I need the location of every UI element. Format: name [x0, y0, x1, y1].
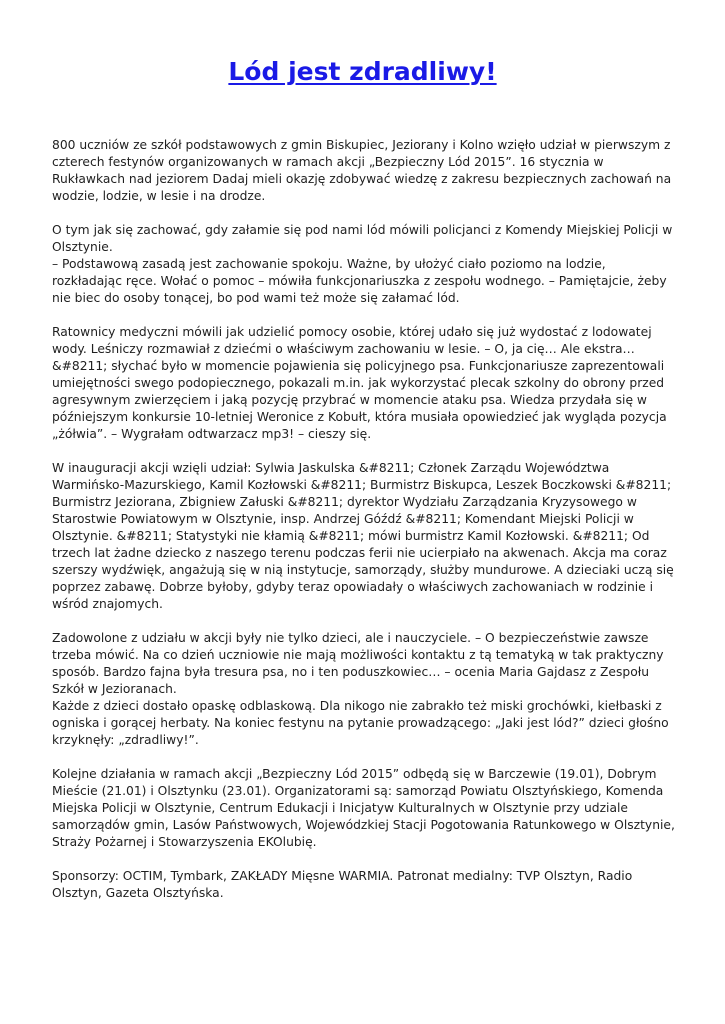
paragraph-next-events: Kolejne działania w ramach akcji „Bezpieczny Lód 2015” odbędą się w Barczewie (19.01), Dobrym Mieście (21.01) i Olsztynku (23.01). Organizatorami są: samorząd Powiatu Olsztyńskiego, Komenda Miejska Policji w Olsztynie, Centrum Edukacji i Inicjatyw Kulturalnych w Olsztynie przy udziale samorządów gmin, Lasów Państwowych, Wojewódzkiej Stacji Pogotowania Ratunkowego w Olsztynie, Straży Pożarnej i Stowarzyszenia EKOlubię. [52, 767, 675, 849]
article-title [0, 55, 725, 89]
paragraph-rescuers: Ratownicy medyczni mówili jak udzielić pomocy osobie, której udało się już wydostać z lodowatej wody. Leśniczy rozmawiał z dziećmi o właściwym zachowaniu w lesie. – O, ja cię… Ale ekstra… &#8211; słychać było w momencie pojawienia się policyjnego psa. Funkcjonariusze zaprezentowali umiejętności swego podopiecznego, pokazali m.in. jak wykorzystać plecak szkolny do obrony przed agresywnym zwierzęciem i jaką pozycję przybrać w momencie ataku psa. Wiedza przydała się w późniejszym konkursie 10-letniej Weronice z Kobułt, która musiała opowiedzieć jak wygląda pozycja „żółwia”. – Wygrałam odtwarzacz mp3! – cieszy się. [52, 325, 667, 441]
article-body [52, 137, 676, 919]
article-title-link[interactable]: Lód jest zdradliwy! [228, 57, 497, 86]
paragraph-intro: 800 uczniów ze szkół podstawowych z gmin Biskupiec, Jeziorany i Kolno wzięło udział w pierwszym z czterech festynów organizowanych w ramach akcji „Bezpieczny Lód 2015”. 16 stycznia w Rukławkach nad jeziorem Dadaj mieli okazję zdobywać wiedzę z zakresu bezpiecznych zachowań na wodzie, lodzie, w lesie i na drodze. [52, 138, 672, 203]
paragraph-sponsors: Sponsorzy: OCTIM, Tymbark, ZAKŁADY Mięsne WARMIA. Patronat medialny: TVP Olsztyn, Radio Olsztyn, Gazeta Olsztyńska. [52, 869, 633, 900]
paragraph-inauguration: W inauguracji akcji wzięli udział: Sylwia Jaskulska &#8211; Członek Zarządu Województwa Warmińsko-Mazurskiego, Kamil Kozłowski &#8211; Burmistrz Biskupca, Leszek Boczkowski &#8211; Burmistrz Jeziorana, Zbigniew Załuski &#8211; dyrektor Wydziału Zarządzania Kryzysowego w Starostwie Powiatowym w Olsztynie, insp. Andrzej Góźdź &#8211; Komendant Miejski Policji w Olsztynie. &#8211; Statystyki nie kłamią &#8211; mówi burmistrz Kamil Kozłowski. &#8211; Od trzech lat żadne dziecko z naszego terenu podczas ferii nie ucierpiało na akwenach. Akcja ma coraz szerszy wydźwięk, angażują się w nią instytucje, samorządy, służby mundurowe. A dzieciaki uczą się poprzez zabawę. Dobrze byłoby, gdyby teraz opowiadały o właściwych zachowaniach w rodzinie i wśród znajomych. [52, 461, 674, 611]
paragraph-police: O tym jak się zachować, gdy załamie się pod nami lód mówili policjanci z Komendy Miejskiej Policji w Olsztynie. – Podstawową zasadą jest zachowanie spokoju. Ważne, by ułożyć ciało poziomo na lodzie, rozkładając ręce. Wołać o pomoc – mówiła funkcjonariuszka z zespołu wodnego. – Pamiętajcie, żeby nie biec do osoby tonącej, bo pod wami też może się załamać lód. [52, 223, 673, 305]
paragraph-teachers: Zadowolone z udziału w akcji były nie tylko dzieci, ale i nauczyciele. – O bezpieczeństwie zawsze trzeba mówić. Na co dzień uczniowie nie mają możliwości kontaktu z tą tematyką w tak praktyczny sposób. Bardzo fajna była tresura psa, no i ten poduszkowiec… – ocenia Maria Gajdasz z Zespołu Szkół w Jezioranach. Każde z dzieci dostało opaskę odblaskową. Dla nikogo nie zabrakło też miski grochówki, kiełbaski z ogniska i gorącej herbaty. Na koniec festynu na pytanie prowadzącego: „Jaki jest lód?” dzieci głośno krzyknęły: „zdradliwy!”. [52, 631, 669, 747]
